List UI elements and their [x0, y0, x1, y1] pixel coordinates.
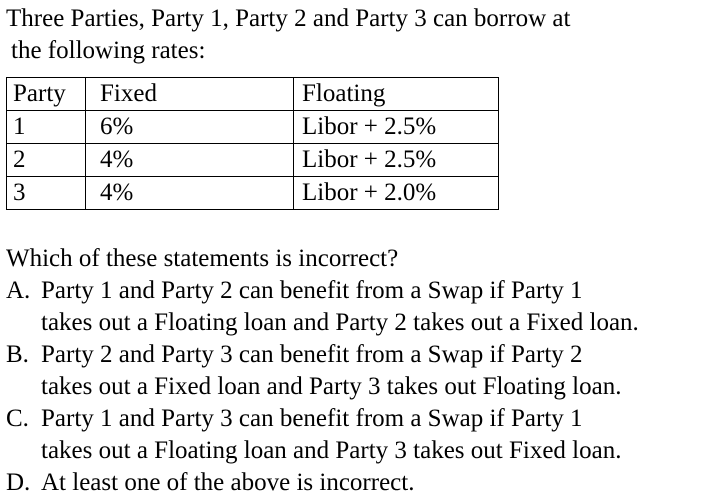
option-letter: C.: [6, 405, 29, 432]
option-line: takes out a Floating loan and Party 2 takes out a Fixed loan.: [41, 309, 639, 336]
header-fixed: Fixed: [86, 78, 294, 111]
floating-rate-cell: Libor + 2.5%: [294, 144, 499, 177]
option-line: takes out a Floating loan and Party 3 takes out Fixed loan.: [41, 437, 622, 464]
party-cell: 3: [7, 177, 86, 210]
table-row: [7, 177, 499, 210]
fixed-rate-cell: 6%: [86, 111, 294, 144]
floating-rate-cell: Libor + 2.5%: [294, 111, 499, 144]
intro-line-1: Three Parties, Party 1, Party 2 and Party 3 can borrow at: [6, 5, 571, 32]
option-c[interactable]: [6, 403, 712, 467]
question-block: [6, 243, 712, 499]
option-line: Party 1 and Party 2 can benefit from a Swap if Party 1: [41, 277, 583, 304]
floating-rate-cell: Libor + 2.0%: [294, 177, 499, 210]
table-row: [7, 111, 499, 144]
intro-text: [6, 3, 706, 67]
intro-line-2: the following rates:: [11, 37, 206, 64]
question-text: Which of these statements is incorrect?: [6, 245, 399, 272]
option-d[interactable]: [6, 467, 712, 499]
option-a[interactable]: [6, 275, 712, 339]
fixed-rate-cell: 4%: [86, 177, 294, 210]
option-line: Party 2 and Party 3 can benefit from a Swap if Party 2: [41, 341, 583, 368]
option-line: At least one of the above is incorrect.: [41, 469, 415, 496]
party-cell: 1: [7, 111, 86, 144]
option-line: Party 1 and Party 3 can benefit from a Swap if Party 1: [41, 405, 583, 432]
option-b[interactable]: [6, 339, 712, 403]
party-cell: 2: [7, 144, 86, 177]
header-party: Party: [7, 78, 86, 111]
option-letter: B.: [6, 341, 29, 368]
table-row: [7, 144, 499, 177]
option-letter: A.: [6, 277, 31, 304]
option-letter: D.: [6, 469, 31, 496]
table-header-row: [7, 78, 499, 111]
fixed-rate-cell: 4%: [86, 144, 294, 177]
option-line: takes out a Fixed loan and Party 3 takes out Floating loan.: [41, 373, 622, 400]
header-floating: Floating: [294, 78, 499, 111]
borrowing-rates-table: [6, 77, 499, 210]
